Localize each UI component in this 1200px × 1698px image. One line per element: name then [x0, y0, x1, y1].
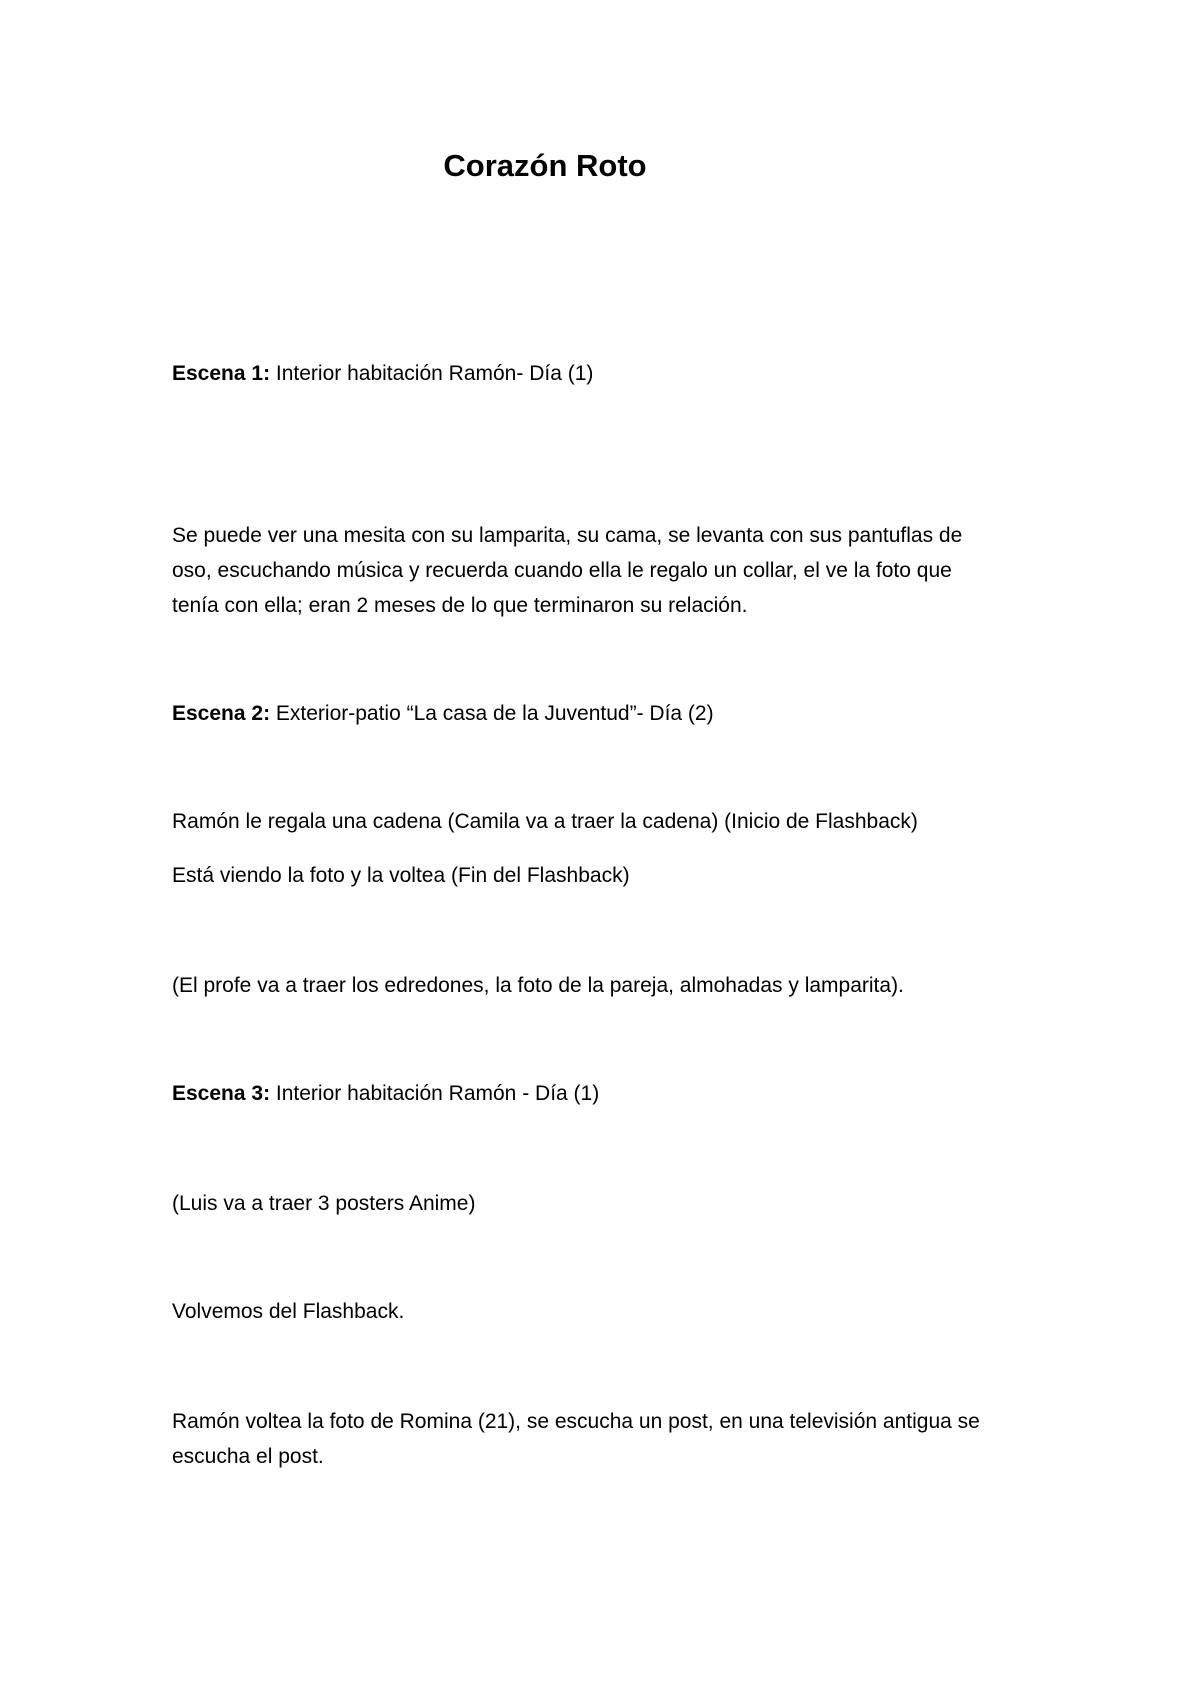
posters-line: (Luis va a traer 3 posters Anime)	[172, 1192, 476, 1215]
props-line: (El profe va a traer los edredones, la foto de la pareja, almohadas y lamparita).	[172, 974, 904, 997]
paragraph-last-line-2: escucha el post.	[172, 1445, 324, 1468]
scene-2-label: Escena 2:	[172, 702, 271, 725]
flashback-start-line: Ramón le regala una cadena (Camila va a traer la cadena) (Inicio de Flashback)	[172, 810, 918, 833]
return-line: Volvemos del Flashback.	[172, 1300, 405, 1323]
scene-2-text: Exterior-patio “La casa de la Juventud”- Día (2)	[270, 702, 714, 725]
scene-3-heading	[172, 1076, 1052, 1111]
scene-3-text: Interior habitación Ramón - Día (1)	[270, 1082, 600, 1105]
flashback-end-line: Está viendo la foto y la voltea (Fin del Flashback)	[172, 864, 630, 887]
scene-1-text: Interior habitación Ramón- Día (1)	[270, 362, 594, 385]
scene-1-heading	[172, 356, 1052, 391]
scene-2-heading	[172, 696, 1052, 731]
paragraph-1-line-2: oso, escuchando música y recuerda cuando ella le regalo un collar, el ve la foto que	[172, 559, 952, 582]
scene-3-label: Escena 3:	[172, 1082, 271, 1105]
paragraph-1-line-3: tenía con ella; eran 2 meses de lo que terminaron su relación.	[172, 594, 748, 617]
paragraph-1-line-1: Se puede ver una mesita con su lamparita, su cama, se levanta con sus pantuflas de	[172, 524, 963, 547]
document-title: Corazón Roto	[443, 148, 647, 183]
scene-1-label: Escena 1:	[172, 362, 271, 385]
paragraph-last-line-1: Ramón voltea la foto de Romina (21), se escucha un post, en una televisión antigua se	[172, 1410, 980, 1433]
